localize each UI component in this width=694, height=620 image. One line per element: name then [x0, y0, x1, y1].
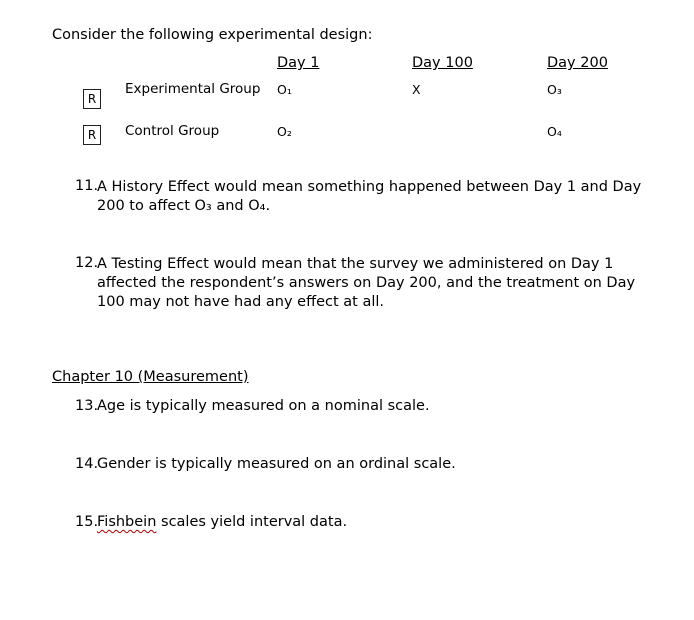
item-text-13: Age is typically measured on a nominal scale. [97, 398, 430, 414]
item-number-11: 11. [75, 178, 99, 194]
treatment-x: X [412, 82, 421, 97]
item-number-13: 13. [75, 398, 99, 414]
col-header-day1: Day 1 [277, 55, 320, 71]
obs-o3: O₃ [547, 82, 562, 97]
item-text-14: Gender is typically measured on an ordinal scale. [97, 456, 456, 472]
item-text-15-rest: scales yield interval data. [156, 514, 348, 530]
randomization-box-control: R [83, 125, 101, 145]
item-number-15: 15. [75, 514, 99, 530]
obs-o1: O₁ [277, 82, 292, 97]
item-number-14: 14. [75, 456, 99, 472]
col-header-day200: Day 200 [547, 55, 608, 71]
intro-text: Consider the following experimental design: [52, 27, 373, 43]
chapter-heading: Chapter 10 (Measurement) [52, 369, 249, 385]
obs-o4: O₄ [547, 124, 562, 139]
item-number-12: 12. [75, 255, 99, 271]
item-text-15 [97, 514, 347, 530]
item-text-12: A Testing Effect would mean that the survey we administered on Day 1 affected the respondent’s answers on Day 200, and the treatment on Day 100 may not have had any effect at all. [97, 256, 636, 310]
obs-o2: O₂ [277, 124, 292, 139]
item-text-11: A History Effect would mean something happened between Day 1 and Day 200 to affect O₃ and O₄. [97, 179, 642, 214]
group-label-experimental: Experimental Group [125, 81, 261, 97]
col-header-day100: Day 100 [412, 55, 473, 71]
randomization-box-experimental: R [83, 89, 101, 109]
spellcheck-word: Fishbein [97, 514, 157, 530]
group-label-control: Control Group [125, 123, 220, 139]
